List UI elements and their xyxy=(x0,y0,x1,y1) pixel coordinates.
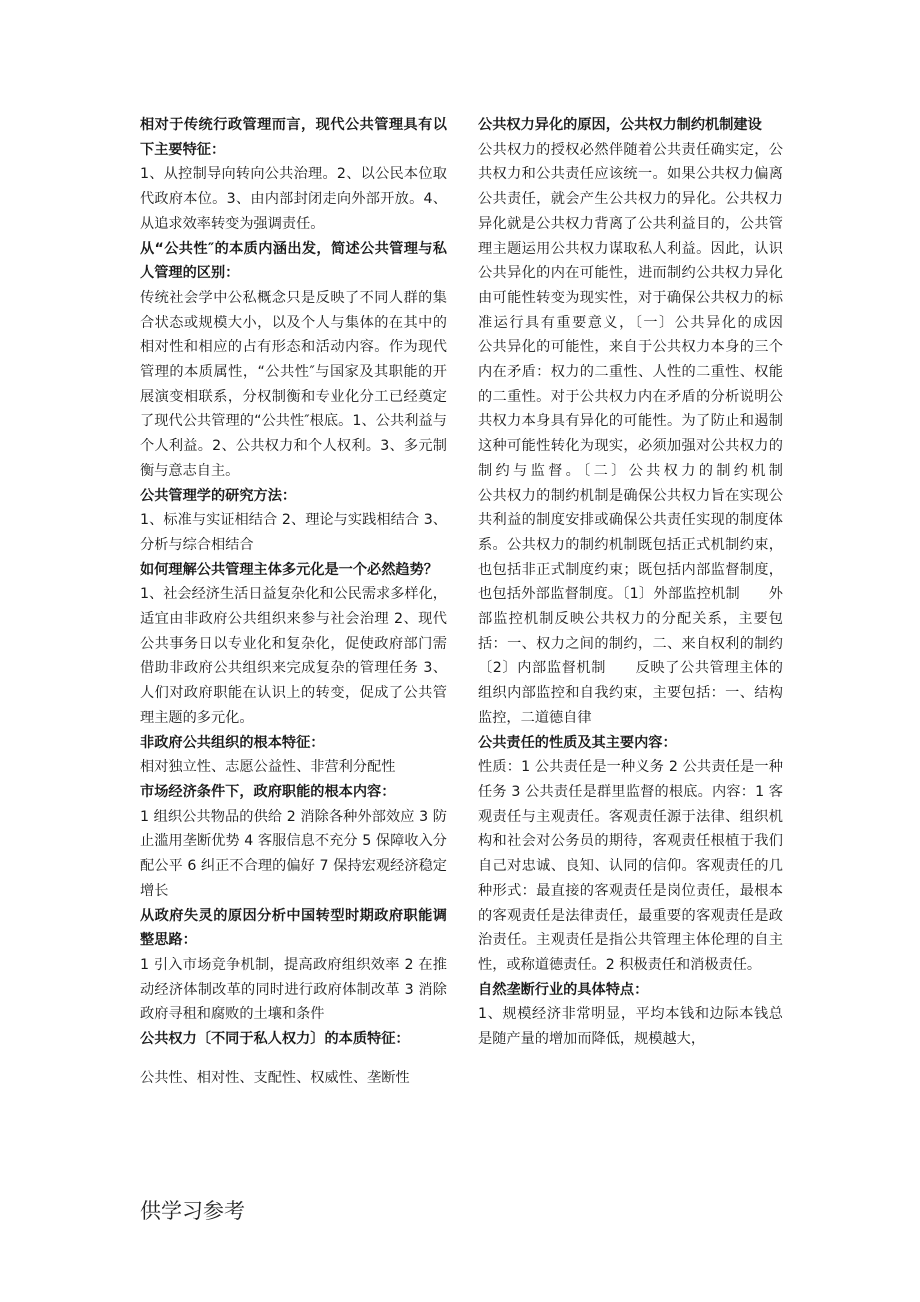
paragraph: 1、从控制导向转向公共治理。2、以公民本位取代政府本位。3、由内部封闭走向外部开放。4、从追求效率转变为强调责任。 xyxy=(140,166,447,232)
section-heading: 公共责任的性质及其主要内容： xyxy=(478,734,677,751)
section-heading: 市场经济条件下，政府职能的根本内容： xyxy=(140,783,396,800)
footer-caption: 供学习参考 xyxy=(140,1199,245,1223)
paragraph: 性质：1 公共责任是一种义务 2 公共责任是一种任务 3 公共责任是群里监督的根底。内容：1 客观责任与主观责任。客观责任源于法律、组织机构和社会对公务员的期待，客观责任根植于我们自己对忠诚、良知、认同的信仰。客观责任的几种形式：最直接的客观责任是岗位责任，最根本的客观责任是法律责任，最重要的客观责任是政治责任。主观责任是指公共管理主体伦理的自主性，或称道德责任。2 积极责任和消极责任。 xyxy=(478,759,783,973)
section-heading: 自然垄断行业的具体特点： xyxy=(478,981,649,998)
paragraph: 1、规模经济非常明显，平均本钱和边际本钱总是随产量的增加而降低，规模越大， xyxy=(478,1006,783,1048)
paragraph: 1 引入市场竞争机制，提高政府组织效率 2 在推动经济体制改革的同时进行政府体制改革 3 消除政府寻租和腐败的土壤和条件 xyxy=(140,956,447,1023)
paragraph: 公共权力的授权必然伴随着公共责任确实定，公共权力和公共责任应该统一。如果公共权力偏离公共责任，就会产生公共权力的异化。公共权力异化就是公共权力背离了公共利益目的，公共管理主题运用公共权力谋取私人利益。因此，认识公共异化的内在可能性，进而制约公共权力异化由可能性转变为现实性，对于确保公共权力的标准运行具有重要意义，〔一〕公共异化的成因 公共异化的可能性，来自于公共权力本身的三个内在矛盾：权力的二重性、人性的二重性、权能的二重性。对于公共权力内在矛盾的分析说明公共权力本身具有异化的可能性。为了防止和遏制这种可能性转化为现实，必须加强对公共权力的制约与监督。〔二〕公共权力的制约机制 公共权力的制约机制是确保公共权力旨在实现公共利益的制度安排或确保公共责任实现的制度体系。公共权力的制约机制既包括正式机制约束，也包括非正式制度约束；既包括内部监督制度，也包括外部监督制度。〔1〕外部监控机制 外部监控机制反映公共权力的分配关系，主要包括：一、权力之间的制约，二、来自权利的制约〔2〕内部监督机制 反映了公共管理主体的组织内部监控和自我约束，主要包括：一、结构监控，二道德自律 xyxy=(478,141,826,726)
paragraph: 相对独立性、志愿公益性、非营利分配性 xyxy=(140,759,396,776)
paragraph: 1、标准与实证相结合 2、理论与实践相结合 3、分析与综合相结合 xyxy=(140,512,447,553)
paragraph: 公共性、相对性、支配性、权威性、垄断性 xyxy=(140,1069,410,1086)
section-heading: 公共权力异化的原因，公共权力制约机制建设 xyxy=(478,117,762,133)
section-heading: 从“公共性″的本质内涵出发，简述公共管理与私人管理的区别： xyxy=(140,240,447,282)
paragraph: 1 组织公共物品的供给 2 消除各种外部效应 3 防止滥用垄断优势 4 客服信息不充分 5 保障收入分配公平 6 纠正不合理的偏好 7 保持宏观经济稳定增长 xyxy=(140,808,447,899)
section-heading: 从政府失灵的原因分析中国转型时期政府职能调整思路： xyxy=(140,907,447,949)
paragraph: 传统社会学中公私概念只是反映了不同人群的集合状态或规模大小，以及个人与集体的在其中的相对性和相应的占有形态和活动内容。作为现代管理的本质属性，“公共性″与国家及其职能的开展演变相联系，分权制衡和专业化分工已经奠定了现代公共管理的“公共性″根底。1、公共利益与个人利益。2、公共权力和个人权利。3、多元制衡与意志自主。 xyxy=(140,289,447,479)
section-heading: 如何理解公共管理主体多元化是一个必然趋势？ xyxy=(140,561,438,578)
section-heading: 公共权力〔不同于私人权力〕的本质特征： xyxy=(140,1031,410,1048)
right-column xyxy=(478,113,826,1052)
paragraph: 1、社会经济生活日益复杂化和公民需求多样化，适宜由非政府公共组织来参与社会治理 2、现代公共事务日以专业化和复杂化，促使政府部门需借助非政府公共组织来完成复杂的管理任务 3、人们对政府职能在认识上的转变，促成了公共管理主题的多元化。 xyxy=(140,586,447,726)
section-heading: 公共管理学的研究方法： xyxy=(140,487,297,504)
section-heading: 非政府公共组织的根本特征： xyxy=(140,734,325,751)
left-column xyxy=(140,113,447,1090)
section-heading: 相对于传统行政管理而言，现代公共管理具有以下主要特征： xyxy=(140,117,447,158)
